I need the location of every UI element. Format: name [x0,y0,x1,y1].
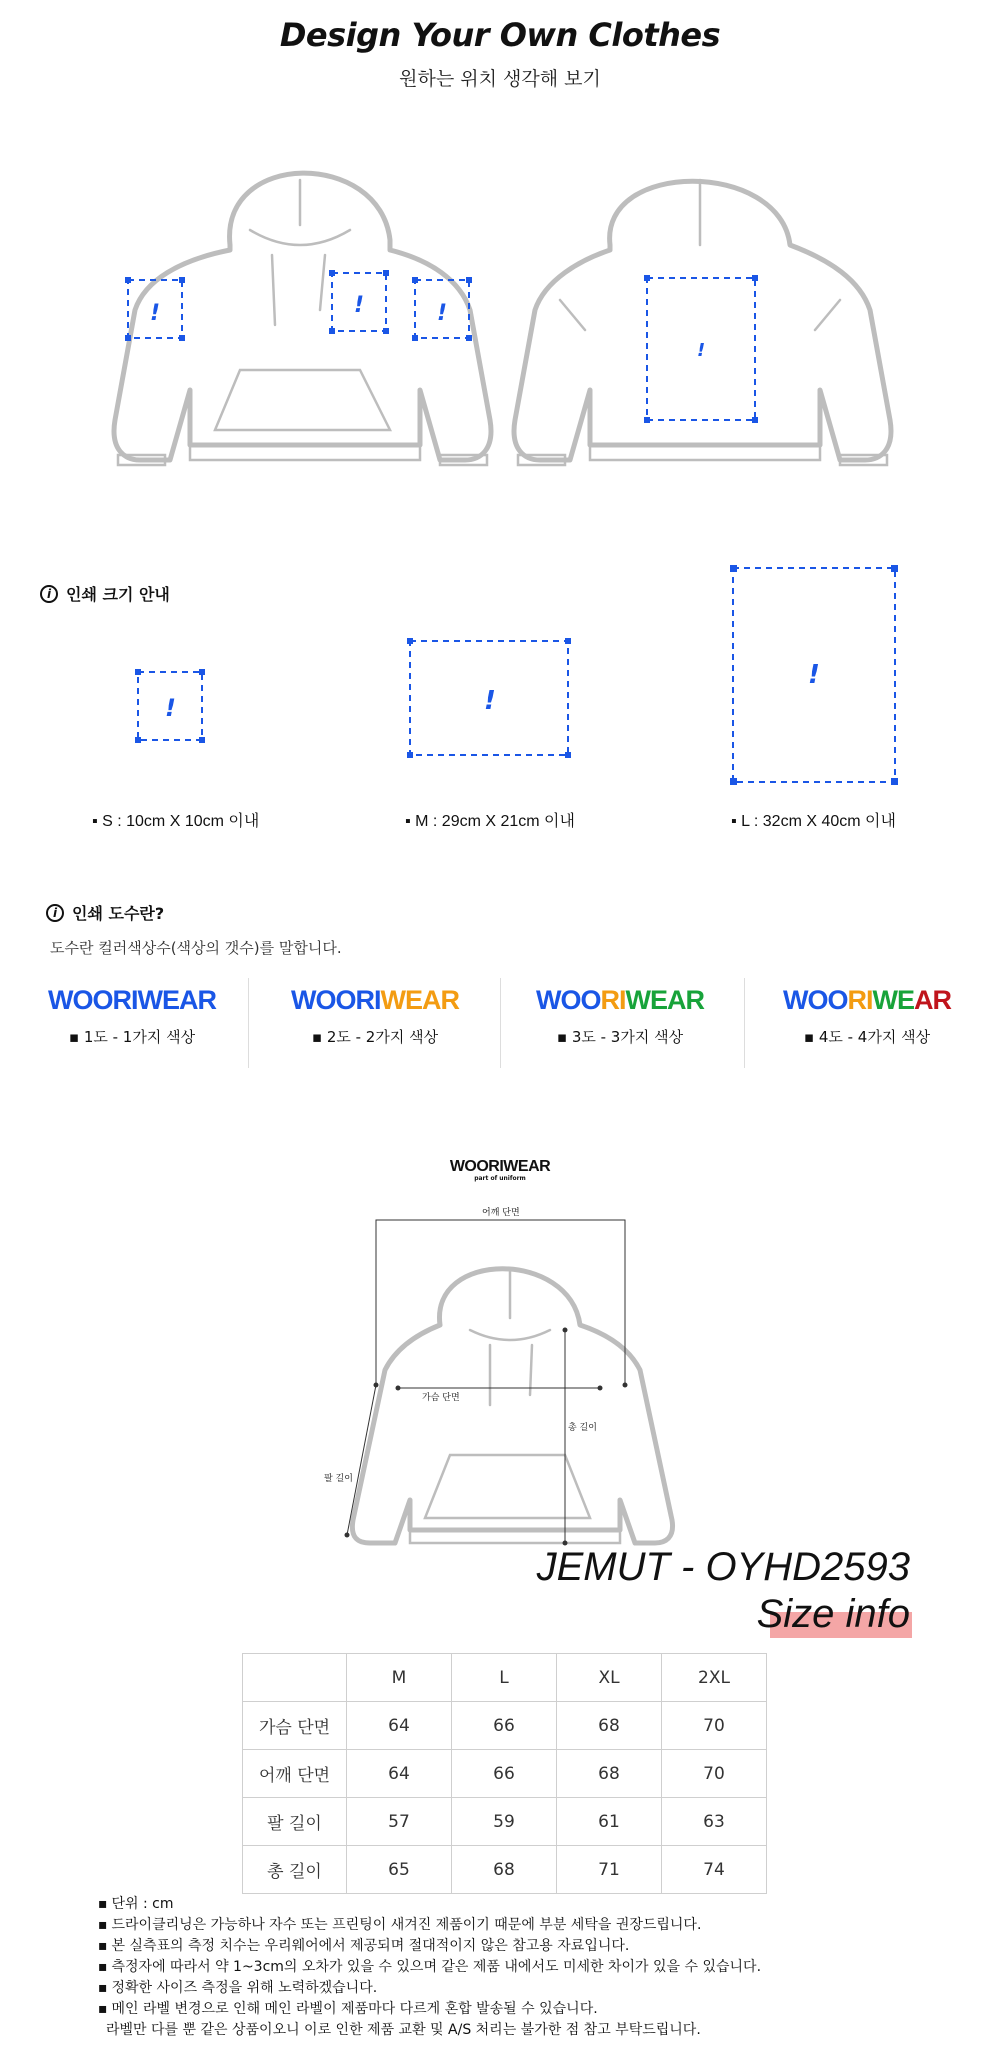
note-item: ▪ 메인 라벨 변경으로 인해 메인 라벨이 제품마다 다르게 혼합 발송될 수 있습니다. [98,1999,761,2020]
print-size-small-label: ▪ S : 10cm X 10cm 이내 [92,813,260,830]
size-diagram-brand-sub: part of uniform [474,1175,526,1182]
page-subtitle: 원하는 위치 생각해 보기 [399,68,601,90]
note-continuation: 라벨만 다를 뿐 같은 상품이오니 이로 인한 제품 교환 및 A/S 처리는 불가한 점 참고 부탁드립니다. [106,2022,701,2038]
info-icon: i [40,585,58,603]
table-row [243,1750,767,1798]
color-option-caption: ▪ 4도 - 4가지 색상 [803,1028,931,1046]
table-header-cell: XL [557,1654,662,1702]
divider [248,978,249,1068]
table-row [243,1846,767,1894]
chest-label: 가슴 단면 [422,1393,460,1403]
color-option-4 [745,985,989,1065]
color-option-caption: ▪ 3도 - 3가지 색상 [556,1028,684,1046]
table-cell: 59 [452,1798,557,1846]
print-zone-mark: ! [150,301,161,326]
size-info-label: Size info [756,1592,910,1636]
table-cell: 65 [347,1846,452,1894]
print-size-large-box [730,565,898,785]
color-option-1 [10,985,254,1065]
page-title: Design Your Own Clothes [279,16,721,54]
shoulder-label: 어깨 단면 [482,1208,520,1218]
brand-logo-4color: WOORIWEAR [783,985,951,1015]
print-colors-heading-text: 인쇄 도수란? [72,904,165,923]
table-cell: 71 [557,1846,662,1894]
table-cell: 66 [452,1702,557,1750]
size-table [242,1653,767,1894]
table-cell: 68 [452,1846,557,1894]
print-zone-mark: ! [354,293,365,318]
table-header-cell: L [452,1654,557,1702]
print-size-mark: ! [484,686,496,716]
print-colors-description: 도수란 컬러색상수(색상의 갯수)를 말합니다. [50,939,342,957]
note-item: ▪ 측정자에 따라서 약 1~3cm의 오차가 있을 수 있으며 같은 제품 내에서도 미세한 차이가 있을 수 있습니다. [98,1957,761,1978]
table-cell: 66 [452,1750,557,1798]
print-colors-heading [46,901,164,924]
print-size-small-box [135,669,205,743]
print-zone-mark: ! [437,301,448,326]
print-size-mark: ! [165,694,176,722]
brand-logo-1color: WOORIWEAR [48,985,216,1015]
brand-logo-2color: WOORIWEAR [291,985,459,1015]
table-row-label: 총 길이 [243,1846,347,1894]
table-cell: 61 [557,1798,662,1846]
brand-logo-3color: WOORIWEAR [536,985,704,1015]
size-measurement-diagram [300,1200,700,1555]
table-cell: 68 [557,1702,662,1750]
print-zone-mark: ! [697,340,706,361]
info-icon: i [46,904,64,922]
total-length-label: 총 길이 [568,1423,597,1433]
table-header-cell: M [347,1654,452,1702]
table-row-label: 어깨 단면 [243,1750,347,1798]
table-row-label: 가슴 단면 [243,1702,347,1750]
table-cell: 63 [662,1798,767,1846]
hoodie-front-drawing [114,173,491,465]
table-row [243,1798,767,1846]
note-item: ▪ 본 실측표의 측정 치수는 우리웨어에서 제공되며 절대적이지 않은 참고용 자료입니다. [98,1936,761,1957]
hoodie-placement-illustration [0,160,1000,490]
table-header-cell [243,1654,347,1702]
table-cell: 70 [662,1750,767,1798]
sleeve-label: 팔 길이 [324,1474,353,1484]
table-cell: 64 [347,1750,452,1798]
hoodie-back-drawing [514,180,891,465]
size-diagram-brand: WOORIWEAR [449,1158,551,1175]
note-item: ▪ 정확한 사이즈 측정을 위해 노력하겠습니다. [98,1978,761,1999]
color-option-2 [253,985,497,1065]
print-size-heading-text: 인쇄 크기 안내 [66,585,170,604]
table-cell: 68 [557,1750,662,1798]
color-option-caption: ▪ 1도 - 1가지 색상 [68,1028,196,1046]
color-option-caption: ▪ 2도 - 2가지 색상 [311,1028,439,1046]
color-option-3 [498,985,742,1065]
print-size-medium-label: ▪ M : 29cm X 21cm 이내 [405,813,575,830]
table-row [243,1702,767,1750]
table-cell: 70 [662,1702,767,1750]
table-row-label: 팔 길이 [243,1798,347,1846]
table-cell: 74 [662,1846,767,1894]
print-size-boxes [0,555,1000,790]
table-cell: 64 [347,1702,452,1750]
note-item: ▪ 단위 : cm [98,1894,761,1915]
product-model: JEMUT - OYHD2593 [536,1545,910,1589]
size-table-header [243,1654,767,1702]
care-notes [98,1894,761,2041]
table-header-cell: 2XL [662,1654,767,1702]
print-size-mark: ! [808,660,820,690]
print-size-large-label: ▪ L : 32cm X 40cm 이내 [731,813,896,830]
note-item: ▪ 드라이클리닝은 가능하나 자수 또는 프린팅이 새겨진 제품이기 때문에 부분 세탁을 권장드립니다. [98,1915,761,1936]
table-cell: 57 [347,1798,452,1846]
print-size-medium-box [407,638,571,758]
